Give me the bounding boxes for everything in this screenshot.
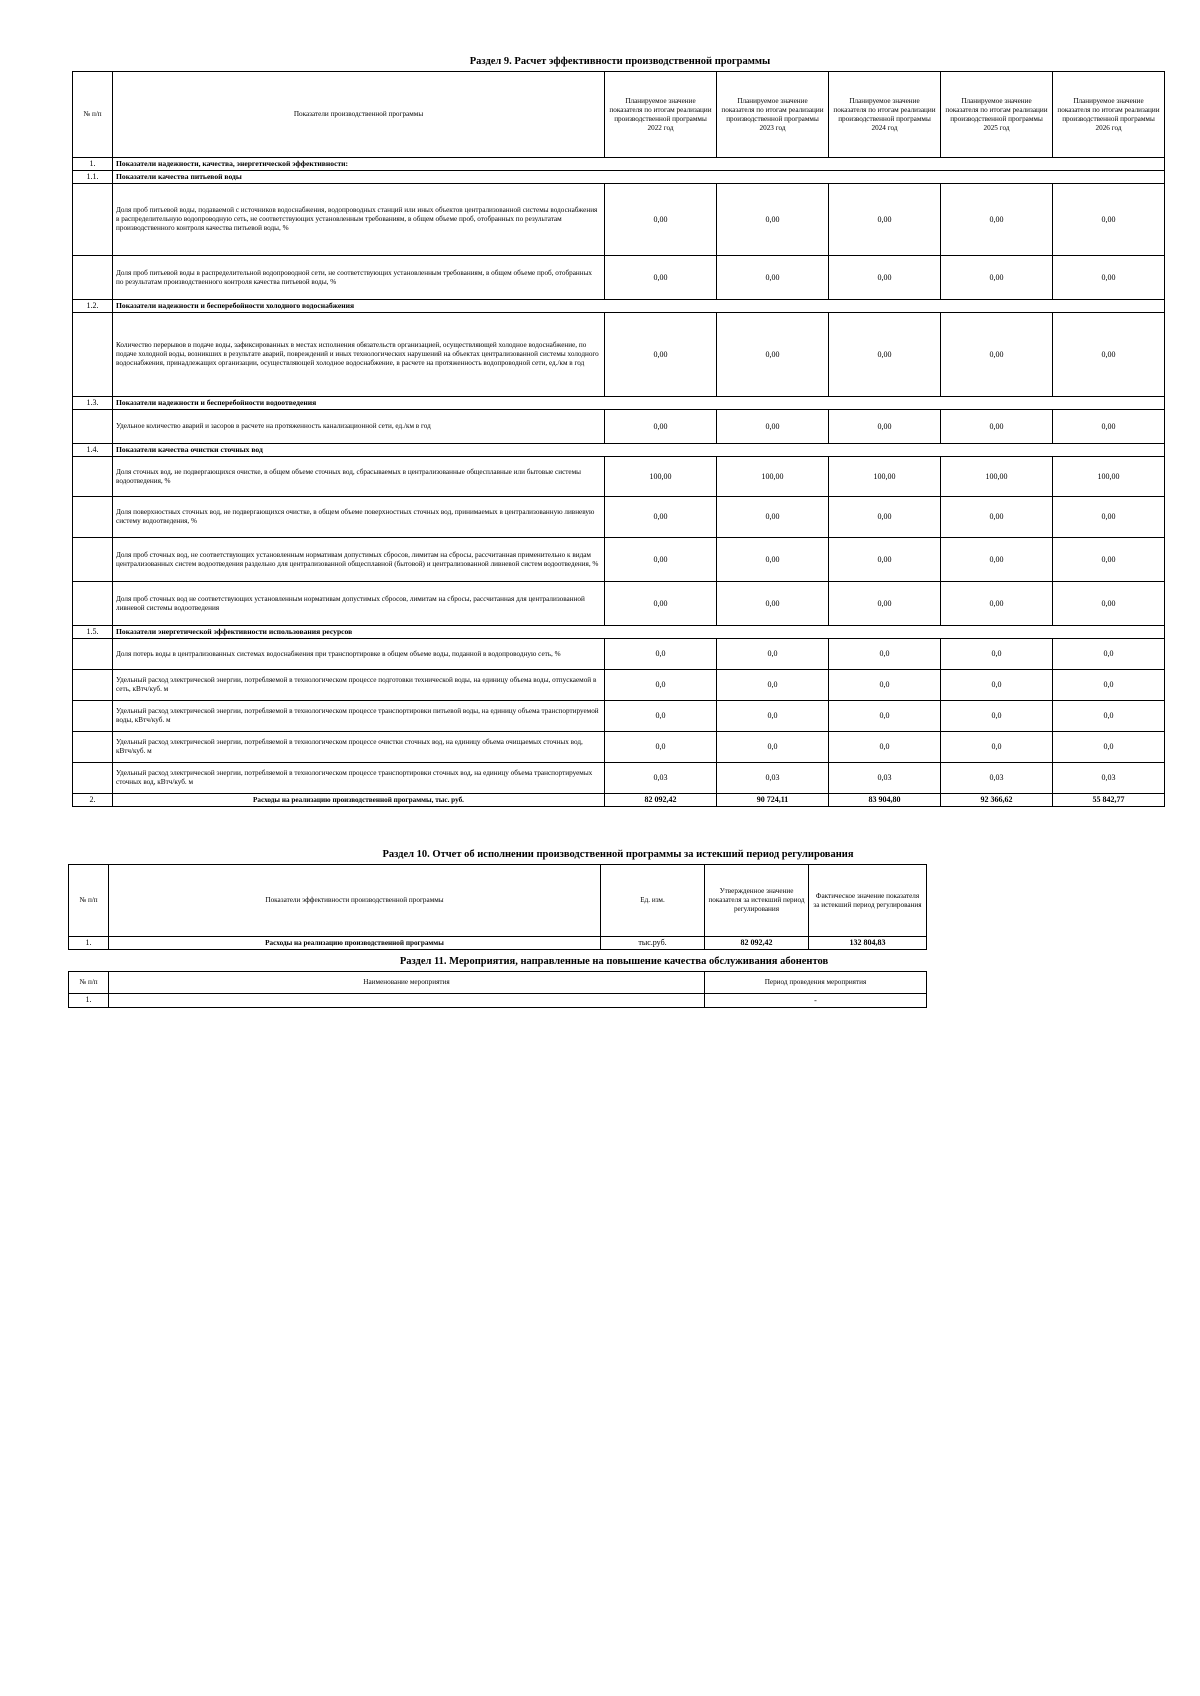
value-2025: 0,0	[941, 639, 1053, 670]
group-heading: Показатели надежности и бесперебойности водоотведения	[113, 397, 1165, 410]
value-2026: 0,03	[1053, 763, 1165, 794]
indicator-text: Удельный расход электрической энергии, потребляемой в технологическом процессе транспортировки питьевой воды, на единицу объема транспортируемой воды, кВтч/куб. м	[113, 701, 605, 732]
value-2026: 100,00	[1053, 457, 1165, 497]
value-2024: 0,0	[829, 732, 941, 763]
value-2025: 0,00	[941, 497, 1053, 538]
value-2022: 0,0	[605, 701, 717, 732]
value-2023: 0,00	[717, 313, 829, 397]
indicator-text: Количество перерывов в подаче воды, зафиксированных в местах исполнения обязательств организацией, осуществляющей холодное водоснабжение, по подаче холодной воды, возникших в результате аварий, повреждений и иных технологических нарушений на объектах централизованной системы холодного водоснабжения, принадлежащих организации, осуществляющей холодное водоснабжение, в расчете на протяженность водопроводной сети, ед./км в год	[113, 313, 605, 397]
value-2022: 0,0	[605, 639, 717, 670]
value-2025: 0,03	[941, 763, 1053, 794]
value-2026: 0,0	[1053, 639, 1165, 670]
value-2026: 0,0	[1053, 701, 1165, 732]
section-9-table	[72, 71, 1165, 807]
value-2023: 0,0	[717, 670, 829, 701]
row-num	[73, 670, 113, 701]
header-unit: Ед. изм.	[601, 865, 705, 937]
row-num: 1.1.	[73, 171, 113, 184]
value-2022: 0,00	[605, 313, 717, 397]
row-num	[73, 184, 113, 256]
group-heading: Показатели качества питьевой воды	[113, 171, 1165, 184]
value-2024: 0,00	[829, 538, 941, 582]
section-9-title: Раздел 9. Расчет эффективности производственной программы	[469, 56, 771, 67]
row-num: 1.2.	[73, 300, 113, 313]
header-year-2022: Планируемое значение показателя по итогам реализации производственной программы 2022 год	[605, 72, 717, 158]
value-2024: 100,00	[829, 457, 941, 497]
value-2024: 0,0	[829, 670, 941, 701]
total-2025: 92 366,62	[941, 794, 1053, 807]
row-num: 1.	[73, 158, 113, 171]
value-2023: 0,00	[717, 538, 829, 582]
indicator-text: Удельный расход электрической энергии, потребляемой в технологическом процессе подготовки технической воды, на единицу объема воды, отпускаемой в сеть, кВтч/куб. м	[113, 670, 605, 701]
row-num: 1.	[69, 937, 109, 950]
value-2024: 0,03	[829, 763, 941, 794]
value-2022: 0,03	[605, 763, 717, 794]
header-name: Наименование мероприятия	[109, 972, 705, 994]
value-2026: 0,0	[1053, 670, 1165, 701]
value-2024: 0,00	[829, 410, 941, 444]
total-2023: 90 724,11	[717, 794, 829, 807]
value-2026: 0,00	[1053, 497, 1165, 538]
header-approved: Утвержденное значение показателя за истекший период регулирования	[705, 865, 809, 937]
value-2023: 0,00	[717, 497, 829, 538]
row-num: 2.	[73, 794, 113, 807]
total-2024: 83 904,80	[829, 794, 941, 807]
value-2023: 0,03	[717, 763, 829, 794]
value-2022: 0,0	[605, 732, 717, 763]
value-2022: 0,0	[605, 670, 717, 701]
value-2023: 100,00	[717, 457, 829, 497]
value-2022: 0,00	[605, 497, 717, 538]
value-2025: 0,0	[941, 732, 1053, 763]
value-2023: 0,00	[717, 582, 829, 626]
indicator-text: Доля потерь воды в централизованных системах водоснабжения при транспортировке в общем объеме воды, поданной в водопроводную сеть, %	[113, 639, 605, 670]
measure-name	[109, 994, 705, 1008]
value-2022: 0,00	[605, 256, 717, 300]
section-10-title: Раздел 10. Отчет об исполнении производственной программы за истекший период регулирования	[382, 849, 854, 860]
value-2024: 0,00	[829, 313, 941, 397]
value-2023: 0,0	[717, 732, 829, 763]
group-heading: Показатели надежности, качества, энергетической эффективности:	[113, 158, 1165, 171]
value-2023: 0,0	[717, 701, 829, 732]
indicator-text: Доля проб сточных вод не соответствующих установленным нормативам допустимых сбросов, лимитам на сбросы, рассчитанная для централизованной ливневой системы водоотведения	[113, 582, 605, 626]
total-2026: 55 842,77	[1053, 794, 1165, 807]
header-num: № п/п	[73, 72, 113, 158]
value-2023: 0,00	[717, 256, 829, 300]
value-2025: 0,0	[941, 701, 1053, 732]
value-2026: 0,00	[1053, 410, 1165, 444]
indicator-text: Удельный расход электрической энергии, потребляемой в технологическом процессе очистки сточных вод, на единицу объема очищаемых сточных вод, кВтч/куб. м	[113, 732, 605, 763]
row-num: 1.	[69, 994, 109, 1008]
value-2024: 0,00	[829, 256, 941, 300]
value-2025: 0,00	[941, 538, 1053, 582]
value-2025: 0,00	[941, 184, 1053, 256]
value-2026: 0,00	[1053, 313, 1165, 397]
value-2025: 0,00	[941, 313, 1053, 397]
header-indicator: Показатели эффективности производственной программы	[109, 865, 601, 937]
indicator-text: Расходы на реализацию производственной программы	[109, 937, 601, 950]
indicator-text: Доля проб сточных вод, не соответствующих установленным нормативам допустимых сбросов, лимитам на сбросы, рассчитанная применительно к видам централизованных систем водоотведения раздельно для централизованной общесплавной (бытовой) и централизованной ливневой систем водоотведения, %	[113, 538, 605, 582]
actual-value: 132 804,83	[809, 937, 927, 950]
indicator-text: Доля поверхностных сточных вод, не подвергающихся очистке, в общем объеме поверхностных сточных вод, принимаемых в централизованную ливневую систему водоотведения, %	[113, 497, 605, 538]
section-10-table	[68, 864, 927, 950]
indicator-text: Удельное количество аварий и засоров в расчете на протяженность канализационной сети, ед./км в год	[113, 410, 605, 444]
total-expenses-label: Расходы на реализацию производственной программы, тыс. руб.	[113, 794, 605, 807]
group-heading: Показатели энергетической эффективности использования ресурсов	[113, 626, 1165, 639]
value-2022: 0,00	[605, 410, 717, 444]
indicator-text: Доля сточных вод, не подвергающихся очистке, в общем объеме сточных вод, сбрасываемых в централизованные общесплавные или бытовые системы водоотведения, %	[113, 457, 605, 497]
row-num	[73, 256, 113, 300]
value-2026: 0,00	[1053, 538, 1165, 582]
value-2026: 0,00	[1053, 184, 1165, 256]
header-actual: Фактическое значение показателя за истекший период регулирования	[809, 865, 927, 937]
value-2026: 0,00	[1053, 256, 1165, 300]
header-year-2025: Планируемое значение показателя по итогам реализации производственной программы 2025 год	[941, 72, 1053, 158]
value-2025: 0,00	[941, 256, 1053, 300]
value-2024: 0,00	[829, 582, 941, 626]
row-num	[73, 497, 113, 538]
row-num	[73, 582, 113, 626]
section-11-title: Раздел 11. Мероприятия, направленные на повышение качества обслуживания абонентов	[399, 956, 829, 967]
approved-value: 82 092,42	[705, 937, 809, 950]
value-2024: 0,0	[829, 701, 941, 732]
total-2022: 82 092,42	[605, 794, 717, 807]
row-num	[73, 538, 113, 582]
indicator-text: Доля проб питьевой воды в распределительной водопроводной сети, не соответствующих установленным требованиям, в общем объеме проб, отобранных по результатам производственного контроля качества питьевой воды, %	[113, 256, 605, 300]
header-num: № п/п	[69, 972, 109, 994]
value-2025: 100,00	[941, 457, 1053, 497]
header-year-2026: Планируемое значение показателя по итогам реализации производственной программы 2026 год	[1053, 72, 1165, 158]
row-num: 1.4.	[73, 444, 113, 457]
value-2022: 0,00	[605, 538, 717, 582]
value-2025: 0,0	[941, 670, 1053, 701]
value-2025: 0,00	[941, 582, 1053, 626]
row-num: 1.5.	[73, 626, 113, 639]
value-2022: 0,00	[605, 184, 717, 256]
row-num	[73, 457, 113, 497]
row-num	[73, 410, 113, 444]
header-indicator: Показатели производственной программы	[113, 72, 605, 158]
group-heading: Показатели надежности и бесперебойности холодного водоснабжения	[113, 300, 1165, 313]
indicator-text: Удельный расход электрической энергии, потребляемой в технологическом процессе транспортировки сточных вод, на единицу объема транспортируемых сточных вод, кВтч/куб. м	[113, 763, 605, 794]
header-period: Период проведения мероприятия	[705, 972, 927, 994]
row-num	[73, 732, 113, 763]
row-num	[73, 763, 113, 794]
header-year-2024: Планируемое значение показателя по итогам реализации производственной программы 2024 год	[829, 72, 941, 158]
value-2025: 0,00	[941, 410, 1053, 444]
indicator-text: Доля проб питьевой воды, подаваемой с источников водоснабжения, водопроводных станций или иных объектов централизованной системы водоснабжения в распределительную водопроводную сеть, не соответствующих установленным требованиям, в общем объеме проб, отобранных по результатам производственного контроля качества питьевой воды, %	[113, 184, 605, 256]
group-heading: Показатели качества очистки сточных вод	[113, 444, 1165, 457]
value-2022: 100,00	[605, 457, 717, 497]
measure-period: -	[705, 994, 927, 1008]
row-num	[73, 639, 113, 670]
header-year-2023: Планируемое значение показателя по итогам реализации производственной программы 2023 год	[717, 72, 829, 158]
value-2023: 0,00	[717, 410, 829, 444]
value-2023: 0,00	[717, 184, 829, 256]
value-2026: 0,00	[1053, 582, 1165, 626]
value-2024: 0,00	[829, 184, 941, 256]
row-num	[73, 313, 113, 397]
value-2022: 0,00	[605, 582, 717, 626]
unit-value: тыс.руб.	[601, 937, 705, 950]
value-2023: 0,0	[717, 639, 829, 670]
row-num: 1.3.	[73, 397, 113, 410]
section-11-table	[68, 971, 927, 1008]
value-2024: 0,00	[829, 497, 941, 538]
value-2026: 0,0	[1053, 732, 1165, 763]
value-2024: 0,0	[829, 639, 941, 670]
header-num: № п/п	[69, 865, 109, 937]
row-num	[73, 701, 113, 732]
